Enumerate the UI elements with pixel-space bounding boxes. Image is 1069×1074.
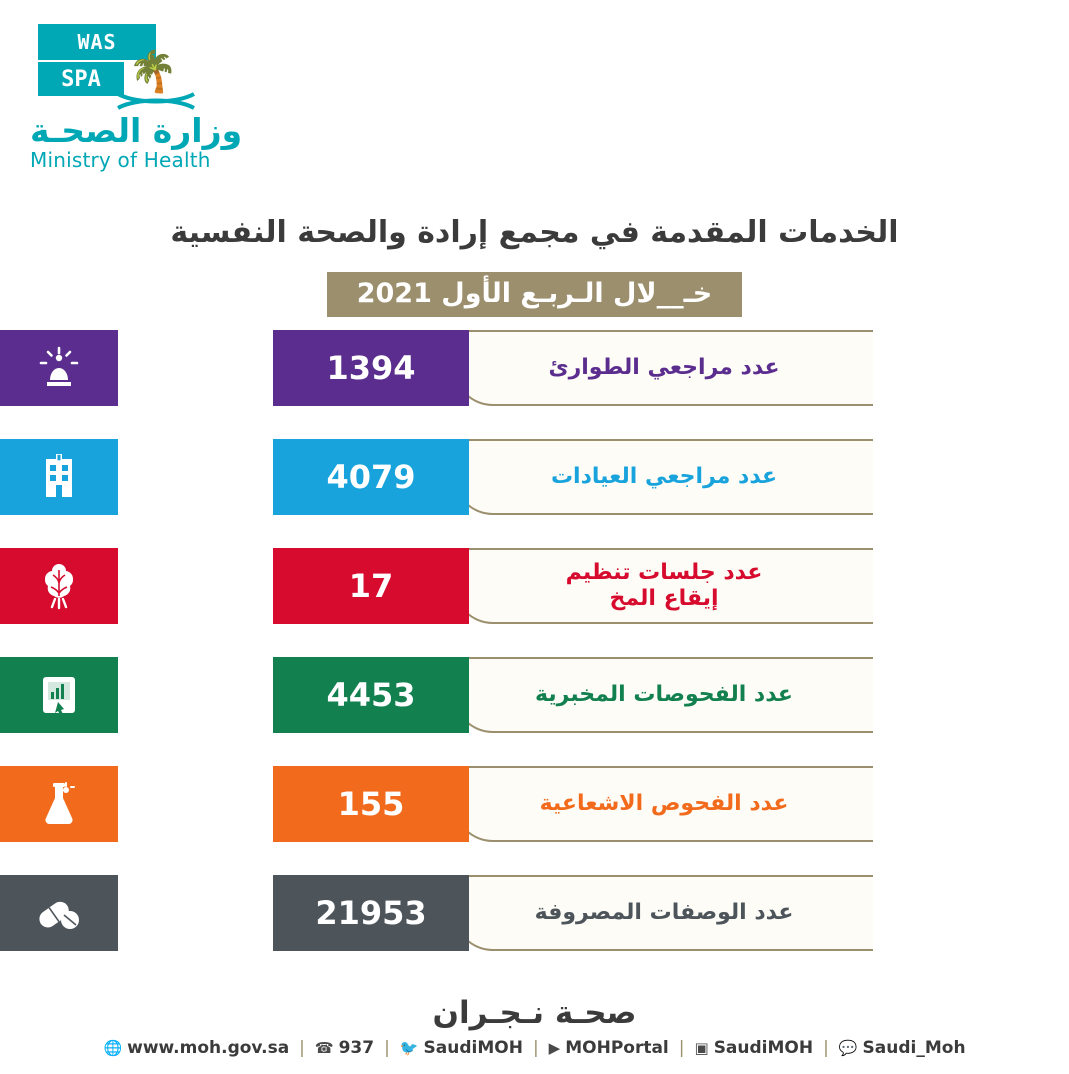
bar-emergency <box>273 330 873 406</box>
siren-icon <box>0 330 118 406</box>
page-title: الخدمات المقدمة في مجمع إرادة والصحة النفسية <box>170 215 899 250</box>
footer-instagram[interactable] <box>685 1038 824 1058</box>
palm-icon: 🌴 <box>128 49 178 95</box>
table-row <box>0 330 1069 406</box>
row-label: عدد مراجعي الطوارئ <box>453 330 873 406</box>
table-row <box>0 657 1069 733</box>
row-value: 155 <box>273 766 469 842</box>
brain-icon <box>0 548 118 624</box>
youtube-icon: ▶ <box>548 1039 561 1057</box>
footer-snapchat[interactable] <box>829 1038 976 1058</box>
bar-prescriptions <box>273 875 873 951</box>
row-label: عدد جلسات تنظيم إيقاع المخ <box>453 548 873 624</box>
bar-radiology <box>273 766 873 842</box>
bar-lab-tests <box>273 657 873 733</box>
phone-icon: ☎ <box>314 1039 334 1057</box>
divider: | <box>299 1038 305 1058</box>
instagram-icon: ▣ <box>694 1039 709 1057</box>
table-row <box>0 439 1069 515</box>
stats-rows <box>0 330 1069 984</box>
row-label: عدد الفحوص الاشعاعية <box>453 766 873 842</box>
subtitle-container <box>0 272 1069 317</box>
row-value: 4453 <box>273 657 469 733</box>
table-row <box>0 766 1069 842</box>
footer-instagram-label: SaudiMOH <box>713 1038 814 1058</box>
footer-website[interactable] <box>93 1038 299 1058</box>
row-value: 21953 <box>273 875 469 951</box>
spa-word-bottom: SPA <box>38 62 124 96</box>
table-row <box>0 875 1069 951</box>
ministry-name-ar: وزارة الصحـة <box>30 111 243 150</box>
spa-emblem <box>30 18 180 110</box>
row-value: 1394 <box>273 330 469 406</box>
lab-report-icon <box>0 657 118 733</box>
twitter-icon: 🐦 <box>399 1039 419 1057</box>
footer-twitter[interactable] <box>390 1038 533 1058</box>
divider: | <box>678 1038 685 1058</box>
footer-website-label: www.moh.gov.sa <box>127 1038 290 1058</box>
bar-brain-sessions <box>273 548 873 624</box>
footer-links <box>0 1038 1069 1058</box>
globe-icon: 🌐 <box>103 1039 123 1057</box>
footer-twitter-label: SaudiMOH <box>423 1038 523 1058</box>
flask-icon <box>0 766 118 842</box>
divider: | <box>823 1038 829 1058</box>
footer-snapchat-label: Saudi_Moh <box>862 1038 966 1058</box>
moh-logo <box>30 18 290 172</box>
ministry-name-en: Ministry of Health <box>30 147 211 172</box>
row-label: عدد الفحوصات المخبرية <box>453 657 873 733</box>
footer-youtube[interactable] <box>539 1038 679 1058</box>
hospital-icon <box>0 439 118 515</box>
row-label: عدد الوصفات المصروفة <box>453 875 873 951</box>
row-label: عدد مراجعي العيادات <box>453 439 873 515</box>
footer-phone-label: 937 <box>338 1038 375 1058</box>
period-subtitle: خـ__لال الـربـع الأول 2021 <box>327 272 743 317</box>
table-row <box>0 548 1069 624</box>
spa-word-top: WAS <box>38 24 156 60</box>
footer-region: صحـة نـجـران <box>432 995 637 1031</box>
swords-icon <box>116 90 196 112</box>
pills-icon <box>0 875 118 951</box>
bar-clinics <box>273 439 873 515</box>
row-value: 4079 <box>273 439 469 515</box>
footer-phone[interactable] <box>305 1038 384 1058</box>
divider: | <box>384 1038 390 1058</box>
row-value: 17 <box>273 548 469 624</box>
divider: | <box>532 1038 539 1058</box>
footer-youtube-label: MOHPortal <box>565 1038 669 1058</box>
snapchat-icon: 💬 <box>838 1039 858 1057</box>
